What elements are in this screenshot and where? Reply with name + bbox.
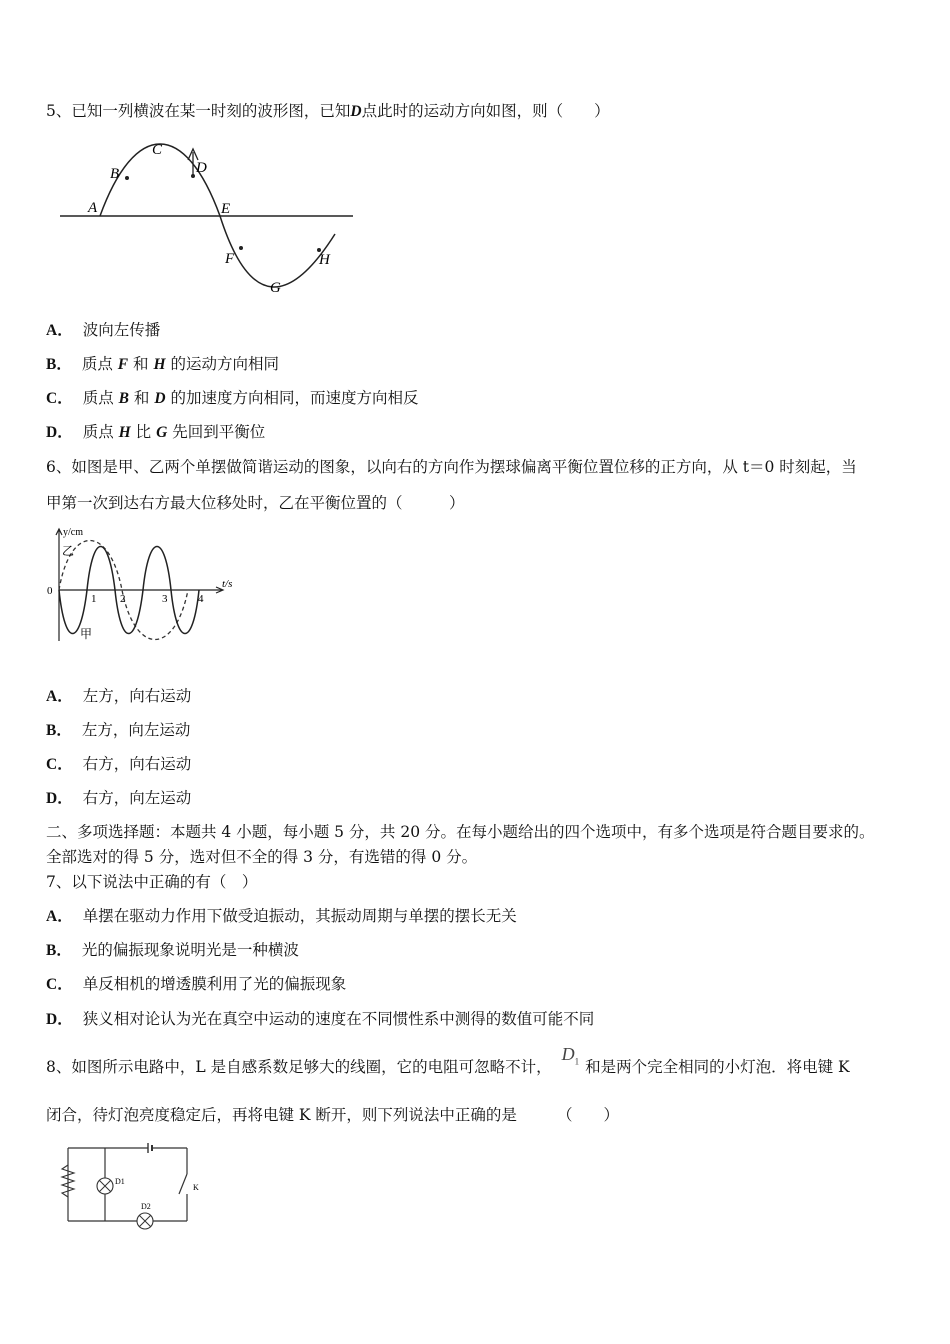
q5-wave-figure: [55, 140, 360, 300]
option-letter: A．: [46, 322, 73, 339]
q6-stem-line2: 甲第一次到达右方最大位移处时，乙在平衡位置的（ ）: [46, 494, 465, 512]
section2-heading-line2: 全部选对的得 5 分，选对但不全的得 3 分，有选错的得 0 分。: [46, 848, 478, 866]
y-axis-label: y/cm: [63, 527, 83, 538]
series-yi-label: 乙: [62, 544, 75, 558]
option-letter: A．: [46, 688, 73, 705]
q6-stem-line1: 6、如图是甲、乙两个单摆做简谐运动的图象，以向右的方向作为摆球偏离平衡位置位移的正方向，从 t＝0 时刻起，当: [46, 458, 857, 476]
option-text: 质点: [81, 355, 118, 373]
option-text: 狭义相对论认为光在真空中运动的速度在不同惯性系中测得的数值可能不同: [82, 1010, 595, 1028]
label-a: A: [88, 200, 98, 216]
option-letter: D．: [46, 1011, 73, 1028]
q7-option-a[interactable]: [46, 905, 517, 928]
q8-stem-text-b: 和是两个完全相同的小灯泡．将电键 K: [585, 1058, 850, 1076]
option-letter: C．: [46, 976, 73, 993]
symbol-letter: D: [561, 1044, 575, 1064]
option-text: 波向左传播: [82, 321, 161, 339]
option-text: 和: [128, 389, 155, 407]
q8-stem-text-line2: 闭合，待灯泡亮度稳定后，再将电键 K 断开，则下列说法中正确的是: [46, 1106, 517, 1124]
option-var: H: [153, 356, 166, 373]
option-text: 质点: [82, 389, 119, 407]
q5-stem: [46, 100, 610, 123]
label-k: K: [193, 1183, 199, 1192]
option-letter: C．: [46, 756, 73, 773]
option-text: 左方，向右运动: [82, 687, 192, 705]
q6-option-d[interactable]: [46, 787, 191, 810]
q5-stem-text-a: 5、已知一列横波在某一时刻的波形图，已知: [46, 102, 351, 120]
q8-stem-line2: [46, 1104, 619, 1126]
label-d1: D1: [115, 1177, 125, 1186]
option-text: 先回到平衡位: [167, 423, 266, 441]
q6-pendulum-graph: [42, 525, 242, 645]
label-b: B: [110, 166, 120, 182]
option-text: 左方，向左运动: [81, 721, 191, 739]
option-text: 右方，向左运动: [82, 789, 192, 807]
option-text: 质点: [82, 423, 119, 441]
q8-stem-text-a: 8、如图所示电路中，L 是自感系数足够大的线圈，它的电阻可忽略不计，: [46, 1058, 552, 1076]
q8-stem-line1: [46, 1044, 850, 1085]
option-letter: D．: [46, 790, 73, 807]
q6-option-c[interactable]: [46, 753, 191, 776]
option-letter: A．: [46, 908, 73, 925]
q8-circuit-figure: [55, 1138, 215, 1238]
q6-option-b[interactable]: [46, 719, 190, 742]
option-var: F: [117, 356, 129, 373]
label-e: E: [221, 201, 231, 217]
option-text: 单反相机的增透膜利用了光的偏振现象: [82, 975, 347, 993]
option-text: 比: [130, 423, 157, 441]
lamp-d1-cross: [99, 1180, 111, 1192]
option-letter: B．: [46, 722, 72, 739]
tick-4: 4: [198, 593, 204, 605]
q7-option-d[interactable]: [46, 1008, 594, 1031]
option-text: 单摆在驱动力作用下做受迫振动，其振动周期与单摆的摆长无关: [82, 907, 517, 925]
tick-2: 2: [120, 593, 126, 605]
q5-stem-var: D: [350, 103, 362, 120]
label-f: F: [225, 251, 235, 267]
option-text: 光的偏振现象说明光是一种横波: [81, 941, 299, 959]
label-c: C: [152, 142, 163, 158]
tick-1: 1: [91, 593, 97, 605]
option-text: 的加速度方向相同，而速度方向相反: [165, 389, 419, 407]
q5-option-d[interactable]: [46, 421, 265, 444]
q8-symbol-d1: [562, 1043, 580, 1073]
option-letter: D．: [46, 424, 73, 441]
q5-option-a[interactable]: [46, 319, 160, 342]
x-axis-label: t/s: [222, 578, 233, 590]
label-h: H: [319, 252, 330, 268]
label-d: D: [196, 160, 207, 176]
option-text: 的运动方向相同: [165, 355, 279, 373]
option-letter: B．: [46, 942, 72, 959]
option-letter: C．: [46, 390, 73, 407]
section2-heading-line1: 二、多项选择题：本题共 4 小题，每小题 5 分，共 20 分。在每小题给出的四个选项中，有多个选项是符合题目要求的。: [46, 823, 875, 841]
q5-option-c[interactable]: [46, 387, 418, 410]
option-var: H: [118, 424, 131, 441]
q5-option-b[interactable]: [46, 353, 279, 376]
series-jia-label: 甲: [80, 627, 93, 641]
q5-stem-text-b: 点此时的运动方向如图，则（ ）: [361, 102, 610, 120]
q7-stem: 7、以下说法中正确的有（ ）: [46, 873, 258, 891]
option-text: 和: [128, 355, 154, 373]
option-letter: B．: [46, 356, 72, 373]
point-f-dot: [239, 246, 243, 250]
q6-option-a[interactable]: [46, 685, 191, 708]
symbol-subscript: 1: [574, 1056, 580, 1067]
q7-option-c[interactable]: [46, 973, 346, 996]
label-g: G: [270, 280, 281, 296]
option-var: G: [156, 424, 168, 441]
origin-label: 0: [47, 585, 53, 597]
q7-option-b[interactable]: [46, 939, 299, 962]
option-var: D: [154, 390, 166, 407]
option-var: B: [118, 390, 129, 407]
label-d2: D2: [141, 1202, 151, 1211]
option-text: 右方，向右运动: [82, 755, 192, 773]
switch-k: [179, 1174, 187, 1194]
point-b-dot: [125, 176, 129, 180]
q8-answer-paren: （ ）: [556, 1106, 619, 1124]
tick-3: 3: [162, 593, 168, 605]
